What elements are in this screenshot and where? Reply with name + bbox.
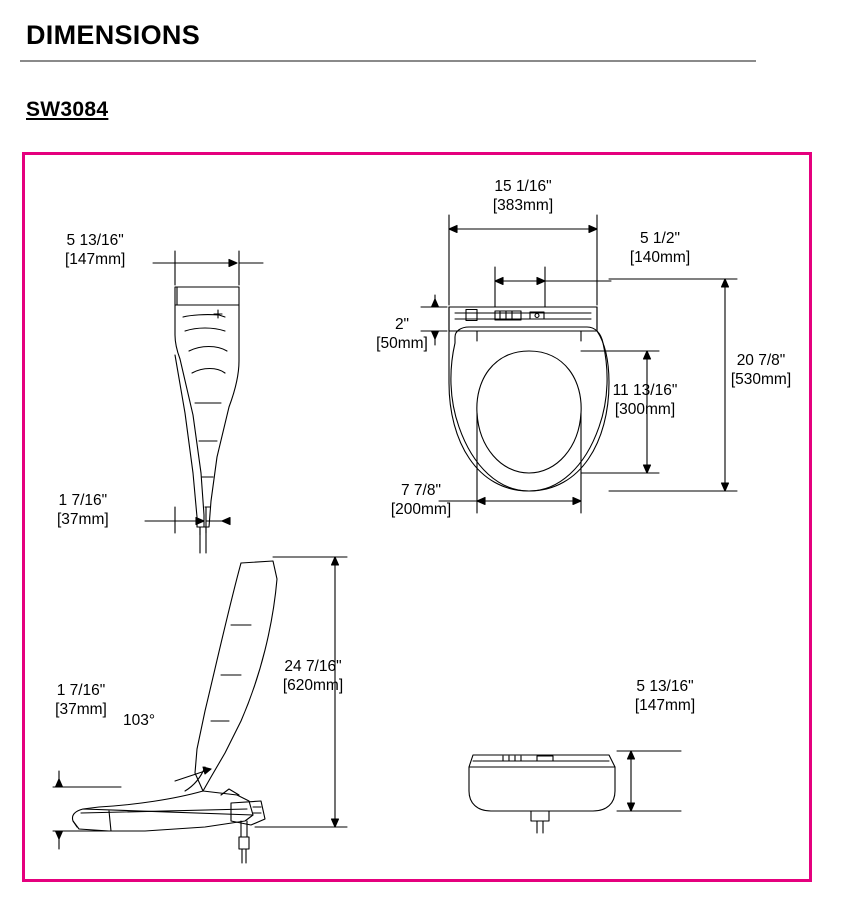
model-number: SW3084 (26, 98, 109, 121)
page-title: DIMENSIONS (26, 20, 201, 50)
dimension-label-24-7-16: 24 7/16" [620mm] (282, 658, 344, 694)
drawing-frame (22, 152, 812, 882)
front-elevation-view (469, 751, 681, 833)
dimension-label-7-7-8: 7 7/8" [200mm] (390, 482, 452, 518)
title-divider (20, 60, 756, 62)
dimension-label-5-13-16-side: 5 13/16" [147mm] (65, 232, 126, 268)
dimension-label-1-7-16-open: 1 7/16" [37mm] (55, 682, 107, 718)
dimension-label-2in: 2" [50mm] (376, 316, 428, 352)
dimension-label-20-7-8: 20 7/8" [530mm] (730, 352, 792, 388)
dimension-label-5-1-2: 5 1/2" [140mm] (629, 230, 691, 266)
dimension-label-15-1-16: 15 1/16" [383mm] (492, 178, 554, 214)
dimension-label-5-13-16-front: 5 13/16" [147mm] (634, 678, 696, 714)
dimension-label-11-13-16: 11 13/16" [300mm] (612, 382, 678, 418)
side-profile-view (145, 251, 263, 553)
dimension-label-angle-103: 103° (123, 712, 156, 729)
dimension-label-1-7-16-side: 1 7/16" [37mm] (57, 492, 109, 528)
